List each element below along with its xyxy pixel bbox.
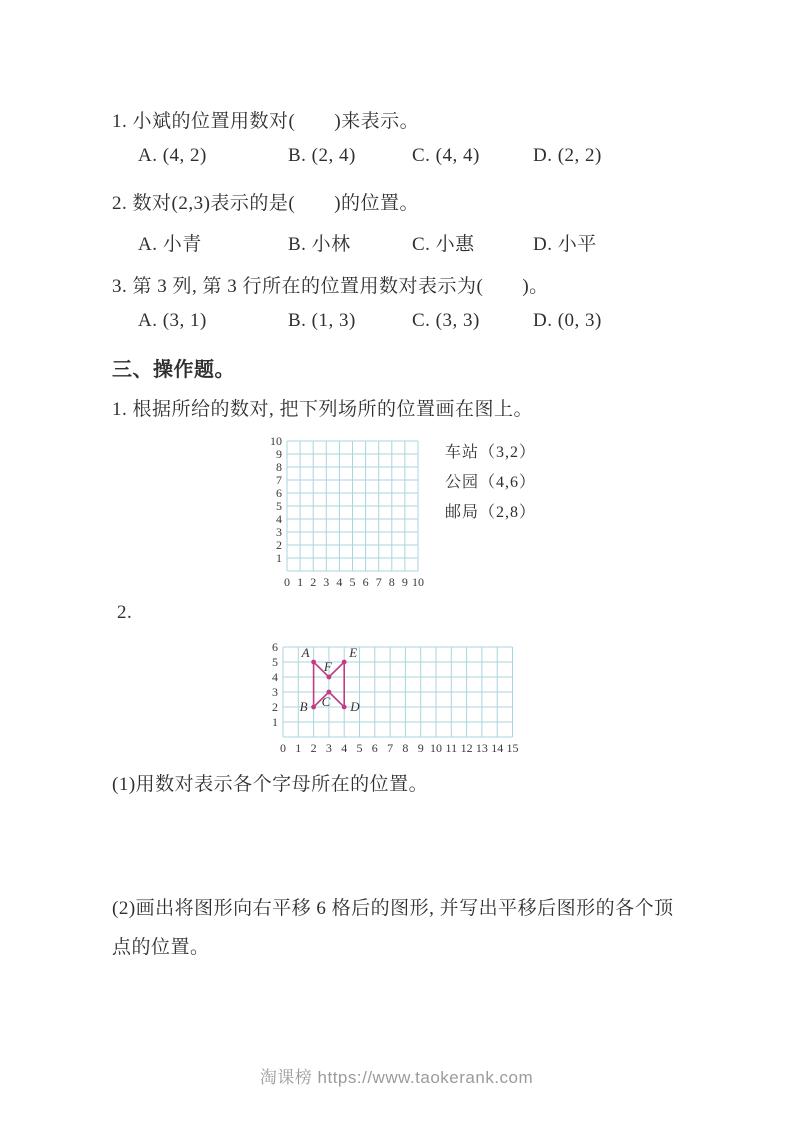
x-axis-tick-label: 4 xyxy=(336,575,343,589)
option-2a: A. 小青 xyxy=(138,234,202,255)
task-2-sub-1: (1)用数对表示各个字母所在的位置。 xyxy=(112,774,429,795)
coordinate-grid-15x6-shape xyxy=(248,638,548,758)
chart1-legend xyxy=(445,438,536,528)
vertex-dot xyxy=(342,660,347,665)
x-axis-tick-label: 3 xyxy=(323,575,330,589)
y-axis-tick-label: 4 xyxy=(276,512,282,526)
option-2b: B. 小林 xyxy=(288,234,351,255)
option-1a: A. (4, 2) xyxy=(138,145,207,166)
x-axis-tick-label: 1 xyxy=(295,741,302,755)
x-axis-tick-label: 9 xyxy=(401,575,408,589)
y-axis-tick-label: 10 xyxy=(270,434,282,448)
legend-item-station: 车站（3,2） xyxy=(445,444,537,461)
question-1-text: 1. 小斌的位置用数对( )来表示。 xyxy=(112,111,420,132)
x-axis-tick-label: 4 xyxy=(341,741,348,755)
option-3d: D. (0, 3) xyxy=(533,310,602,331)
option-3b: B. (1, 3) xyxy=(288,310,356,331)
shape-edge xyxy=(329,692,344,707)
legend-item-park: 公园（4,6） xyxy=(445,474,537,491)
vertex-label: C xyxy=(321,694,331,709)
y-axis-tick-label: 1 xyxy=(276,551,282,565)
x-axis-tick-label: 9 xyxy=(417,741,424,755)
x-axis-tick-label: 14 xyxy=(491,741,504,755)
y-axis-tick-label: 8 xyxy=(276,460,282,474)
task-2-label: 2. xyxy=(117,602,133,623)
option-2c: C. 小惠 xyxy=(412,234,475,255)
y-axis-tick-label: 2 xyxy=(276,538,282,552)
y-axis-tick-label: 9 xyxy=(276,447,282,461)
y-axis-tick-label: 1 xyxy=(272,715,278,729)
option-1c: C. (4, 4) xyxy=(412,145,480,166)
x-axis-tick-label: 3 xyxy=(325,741,332,755)
y-axis-tick-label: 2 xyxy=(272,700,278,714)
y-axis-tick-label: 5 xyxy=(276,499,282,513)
x-axis-tick-label: 15 xyxy=(506,741,519,755)
option-3a: A. (3, 1) xyxy=(138,310,207,331)
x-axis-tick-label: 5 xyxy=(349,575,356,589)
x-axis-tick-label: 2 xyxy=(310,575,317,589)
x-axis-tick-label: 7 xyxy=(387,741,394,755)
x-axis-tick-label: 6 xyxy=(371,741,378,755)
x-axis-tick-label: 13 xyxy=(475,741,488,755)
option-1b: B. (2, 4) xyxy=(288,145,356,166)
question-3-options xyxy=(0,310,793,336)
x-axis-tick-label: 2 xyxy=(310,741,317,755)
question-2-options xyxy=(0,229,793,255)
vertex-label: D xyxy=(350,699,360,714)
vertex-label: A xyxy=(301,645,310,660)
option-3c: C. (3, 3) xyxy=(412,310,480,331)
y-axis-tick-label: 6 xyxy=(272,640,278,654)
y-axis-tick-label: 3 xyxy=(272,685,278,699)
vertex-dot xyxy=(311,705,316,710)
option-2d: D. 小平 xyxy=(533,234,597,255)
x-axis-tick-label: 0 xyxy=(284,575,290,589)
x-axis-tick-label: 8 xyxy=(402,741,409,755)
question-1-options xyxy=(0,145,793,171)
x-axis-tick-label: 10 xyxy=(412,575,424,589)
vertex-label: F xyxy=(323,659,332,674)
x-axis-tick-label: 7 xyxy=(375,575,382,589)
x-axis-tick-label: 5 xyxy=(356,741,363,755)
task-2-sub-2-line-1: (2)画出将图形向右平移 6 格后的图形, 并写出平移后图形的各个顶 xyxy=(112,898,674,919)
vertex-dot xyxy=(311,660,316,665)
vertex-label: B xyxy=(299,699,308,714)
x-axis-tick-label: 8 xyxy=(388,575,395,589)
question-2-text: 2. 数对(2,3)表示的是( )的位置。 xyxy=(112,193,420,214)
vertex-dot xyxy=(342,705,347,710)
coordinate-grid-10x10 xyxy=(250,432,450,592)
footer-watermark: 淘课榜 https://www.taokerank.com xyxy=(259,1068,534,1087)
vertex-dot xyxy=(327,675,332,680)
y-axis-tick-label: 6 xyxy=(276,486,282,500)
x-axis-tick-label: 6 xyxy=(362,575,369,589)
x-axis-tick-label: 1 xyxy=(297,575,304,589)
option-1d: D. (2, 2) xyxy=(533,145,602,166)
x-axis-tick-label: 12 xyxy=(460,741,473,755)
y-axis-tick-label: 7 xyxy=(276,473,282,487)
x-axis-tick-label: 11 xyxy=(445,741,458,755)
legend-item-post-office: 邮局（2,8） xyxy=(445,504,537,521)
task-1-text: 1. 根据所给的数对, 把下列场所的位置画在图上。 xyxy=(112,399,534,420)
section-title: 三、操作题。 xyxy=(112,359,235,381)
x-axis-tick-label: 0 xyxy=(280,741,286,755)
y-axis-tick-label: 4 xyxy=(272,670,278,684)
y-axis-tick-label: 5 xyxy=(272,655,278,669)
question-3-text: 3. 第 3 列, 第 3 行所在的位置用数对表示为( )。 xyxy=(112,276,549,297)
task-2-sub-2-line-2: 点的位置。 xyxy=(112,937,210,958)
y-axis-tick-label: 3 xyxy=(276,525,282,539)
vertex-label: E xyxy=(349,645,358,660)
x-axis-tick-label: 10 xyxy=(430,741,442,755)
